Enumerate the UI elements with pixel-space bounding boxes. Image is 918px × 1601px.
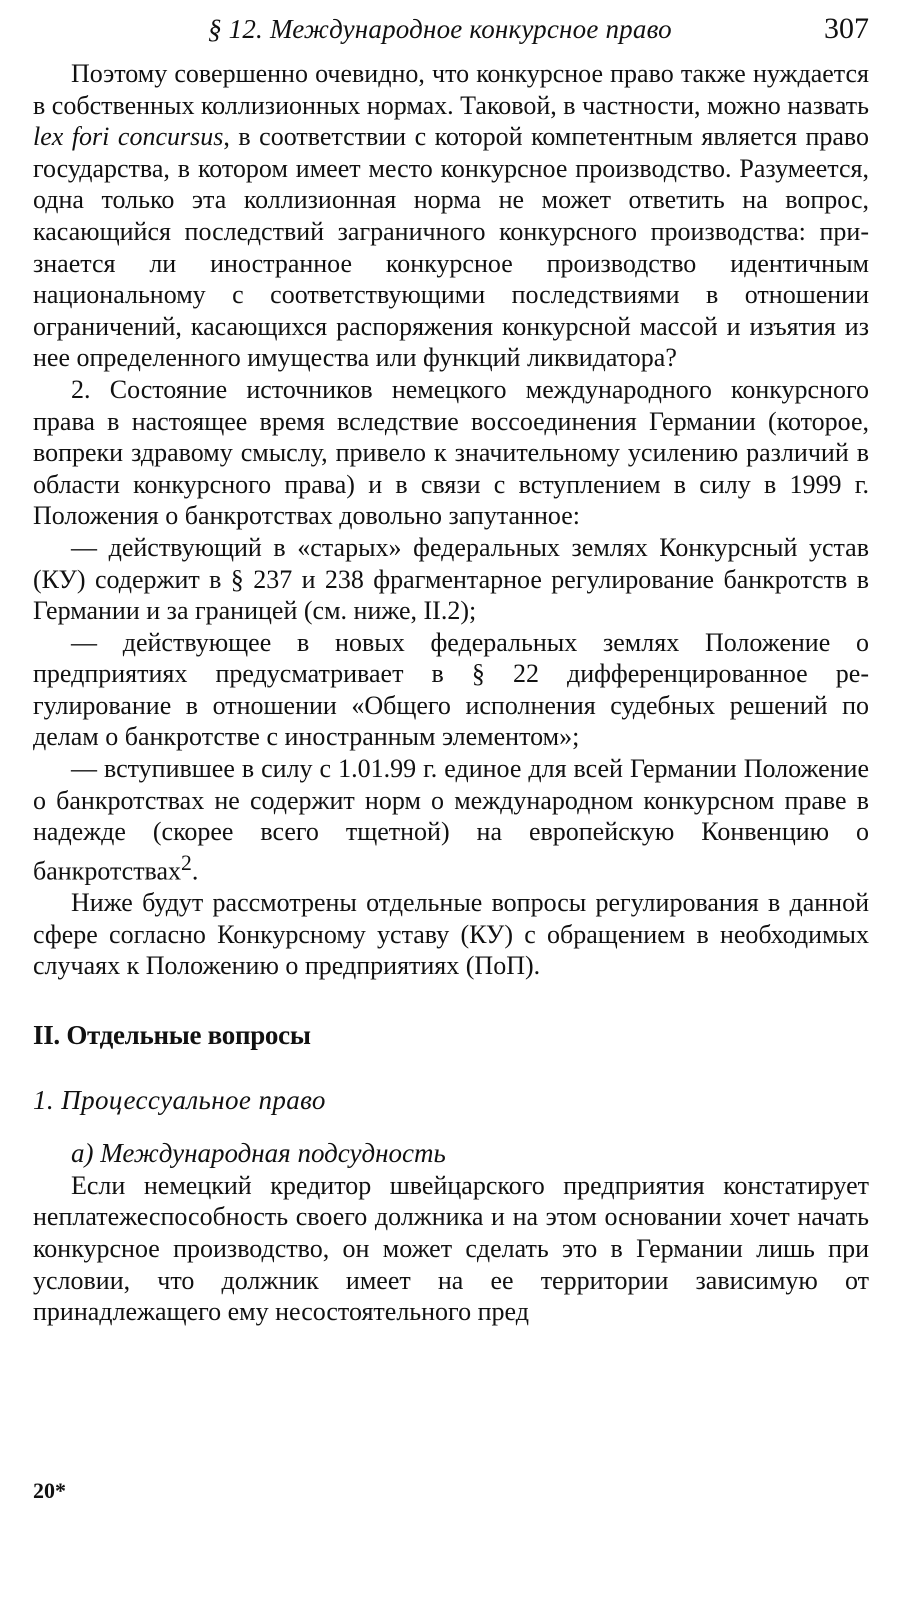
list-item-3-text: — вступившее в силу с 1.01.99 г. единое для всей Германии Положение о банкротствах не содержит норм о международном конкурсном праве в надежде (скорее всего тщетной) на европейскую Конвенцию о банкротствах (33, 754, 869, 886)
paragraph-2: 2. Состояние источников немецкого международного конкурсного права в настоящее время вследствие воссоединения Германии (которое, вопреки здравому смыслу, привело к значительному усилению различий в области конкурсного права) и в связи с вступлением в силу в 1999 г. Положения о банкротствах довольно запутанное: (33, 374, 869, 531)
paragraph-4: Если немецкий кредитор швейцарского предприятия констатирует неплатежеспособность своего должника и на этом основании хочет начать конкурсное производство, он может сделать это в Германии лишь при условии, что должник имеет на ее территории зависимую от принадлежащего ему несостоятельного пред (33, 1170, 869, 1327)
footnote-marker: 2 (181, 850, 192, 875)
signature-mark: 20* (33, 1478, 66, 1503)
book-page (33, 0, 869, 1503)
page-number: 307 (824, 12, 869, 45)
subsection-heading: 1. Процессуальное право (33, 1084, 326, 1115)
list-item-3-end: . (191, 856, 199, 886)
running-header (33, 0, 869, 58)
section-heading: II. Отдельные вопросы (33, 1019, 311, 1050)
list-item-1: — действующий в «старых» федеральных землях Конкурсный устав (КУ) содержит в § 237 и 238 фрагментарное регулирование банкротств в Германии и за границей (см. ниже, II.2); (33, 532, 869, 626)
paragraph-3: Ниже будут рассмотрены отдельные вопросы регулирования в данной сфере согласно Конкурсному уставу (КУ) с обращением в необходимых случаях к Положению о предприятиях (ПоП). (33, 888, 869, 981)
running-title: § 12. Международное конкурсное право (208, 14, 672, 44)
item-heading: а) Международная подсудность (71, 1137, 446, 1168)
list-item-3 (33, 753, 869, 887)
latin-term: lex fori concursus (33, 122, 224, 152)
paragraph-1 (33, 58, 869, 374)
paragraph-1-text-end: , в соответствии с которой компетентным является право государства, в котором имеет место конкурсное производство. Разумеется, одна только эта коллизионная норма не может ответить на вопрос, касающийся последствий заграничного конкурсного производства: признается ли иностранное конкурсное производство идентичным национальному с соответствующими последствиями в отношении ограничений, касающихся распоряжения конкурсной массой и изъятия из нее определенного имущества или функций ликвидатора? (33, 122, 869, 373)
paragraph-1-text-start: Поэтому совершенно очевидно, что конкурсное право также нуждается в собственных коллизионных нормах. Таковой, в частности, можно назвать (33, 59, 869, 120)
list-item-2: — действующее в новых федеральных землях Положение о предприятиях предусматривает в § 22 дифференцированное регулирование в отношении «Общего исполнения судебных решений по делам о банкротстве с иностранным элементом»; (33, 627, 869, 752)
